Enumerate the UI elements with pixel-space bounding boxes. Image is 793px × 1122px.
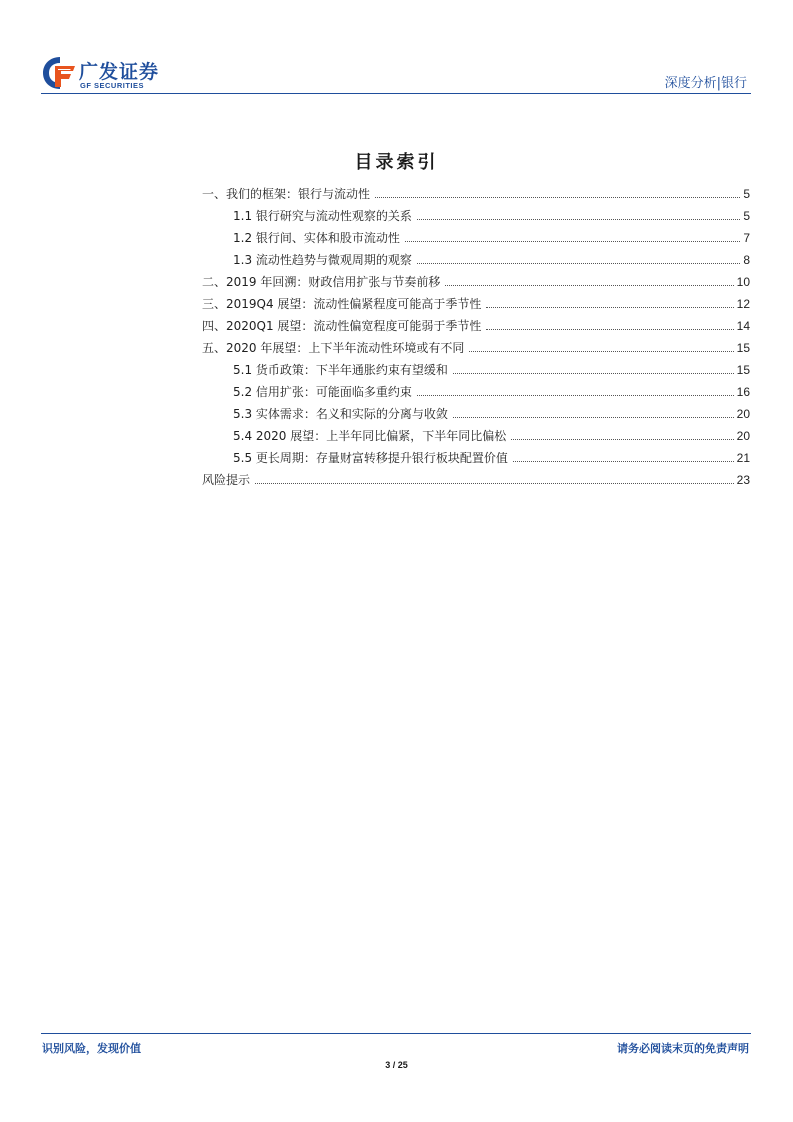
toc-entry-text: 5.3 实体需求：名义和实际的分离与收敛	[233, 407, 448, 421]
toc-entry-text: 1.3 流动性趋势与微观周期的观察	[233, 253, 412, 267]
toc-entry-page: 10	[736, 275, 750, 289]
toc-entry-page: 15	[736, 363, 750, 377]
toc-entry[interactable]	[202, 180, 750, 202]
gf-logo-icon	[41, 55, 79, 91]
toc-dot-leader	[417, 395, 734, 396]
toc-dot-leader	[453, 373, 734, 374]
toc-entry[interactable]	[202, 400, 750, 422]
header-divider	[41, 93, 751, 94]
toc-dot-leader	[445, 285, 733, 286]
toc-dot-leader	[405, 241, 740, 242]
toc-entry-text: 一、我们的框架：银行与流动性	[202, 187, 371, 201]
toc-dot-leader	[469, 351, 733, 352]
toc-entry-page: 23	[736, 473, 750, 487]
logo-chinese-name: 广发证券	[79, 61, 160, 83]
toc-entry-page: 21	[736, 451, 750, 465]
toc-entry-page: 5	[743, 187, 750, 201]
toc-dot-leader	[511, 439, 733, 440]
toc-dot-leader	[417, 219, 740, 220]
toc-entry[interactable]	[202, 422, 750, 444]
footer-divider	[41, 1033, 751, 1034]
toc-entry-text: 五、2020 年展望：上下半年流动性环境或有不同	[202, 341, 465, 355]
footer-slogan: 识别风险，发现价值	[42, 1042, 141, 1055]
toc-entry[interactable]	[202, 224, 750, 246]
toc-entry-page: 20	[736, 429, 750, 443]
toc-dot-leader	[417, 263, 740, 264]
toc-title: 目录索引	[354, 152, 439, 173]
toc-dot-leader	[486, 329, 733, 330]
toc-entry-page: 5	[743, 209, 750, 223]
toc-entry-text: 5.1 货币政策：下半年通胀约束有望缓和	[233, 363, 448, 377]
toc-entry-text: 5.4 2020 展望：上半年同比偏紧，下半年同比偏松	[233, 429, 507, 443]
toc-entry-page: 7	[743, 231, 750, 245]
logo-english-name: GF SECURITIES	[80, 81, 145, 90]
toc-entry[interactable]	[202, 268, 750, 290]
toc-entry[interactable]	[202, 356, 750, 378]
toc-entry[interactable]	[202, 466, 750, 488]
toc-entry[interactable]	[202, 312, 750, 334]
toc-entry-text: 四、2020Q1 展望：流动性偏宽程度可能弱于季节性	[202, 319, 482, 333]
toc-entry[interactable]	[202, 378, 750, 400]
toc-entry-text: 三、2019Q4 展望：流动性偏紧程度可能高于季节性	[202, 297, 482, 311]
toc-entry-page: 12	[736, 297, 750, 311]
toc-dot-leader	[255, 483, 734, 484]
toc-entry-text: 1.1 银行研究与流动性观察的关系	[233, 209, 412, 223]
table-of-contents	[202, 180, 750, 488]
toc-entry-text: 5.5 更长周期：存量财富转移提升银行板块配置价值	[233, 451, 508, 465]
toc-entry-page: 16	[736, 385, 750, 399]
toc-entry-text: 风险提示	[202, 473, 251, 487]
toc-entry[interactable]	[202, 290, 750, 312]
toc-entry-page: 8	[743, 253, 750, 267]
toc-dot-leader	[375, 197, 740, 198]
toc-entry-page: 14	[736, 319, 750, 333]
toc-entry[interactable]	[202, 334, 750, 356]
page-number: 3 / 25	[385, 1060, 408, 1070]
toc-entry-page: 20	[736, 407, 750, 421]
footer-disclaimer-notice: 请务必阅读末页的免责声明	[617, 1042, 749, 1055]
report-category: 深度分析|银行	[664, 76, 747, 91]
toc-entry[interactable]	[202, 246, 750, 268]
toc-dot-leader	[486, 307, 733, 308]
toc-entry-text: 5.2 信用扩张：可能面临多重约束	[233, 385, 412, 399]
company-logo	[41, 55, 181, 93]
toc-entry-text: 二、2019 年回溯：财政信用扩张与节奏前移	[202, 275, 441, 289]
toc-entry-page: 15	[736, 341, 750, 355]
toc-entry[interactable]	[202, 202, 750, 224]
toc-dot-leader	[453, 417, 734, 418]
toc-dot-leader	[513, 461, 734, 462]
toc-entry[interactable]	[202, 444, 750, 466]
toc-entry-text: 1.2 银行间、实体和股市流动性	[233, 231, 400, 245]
